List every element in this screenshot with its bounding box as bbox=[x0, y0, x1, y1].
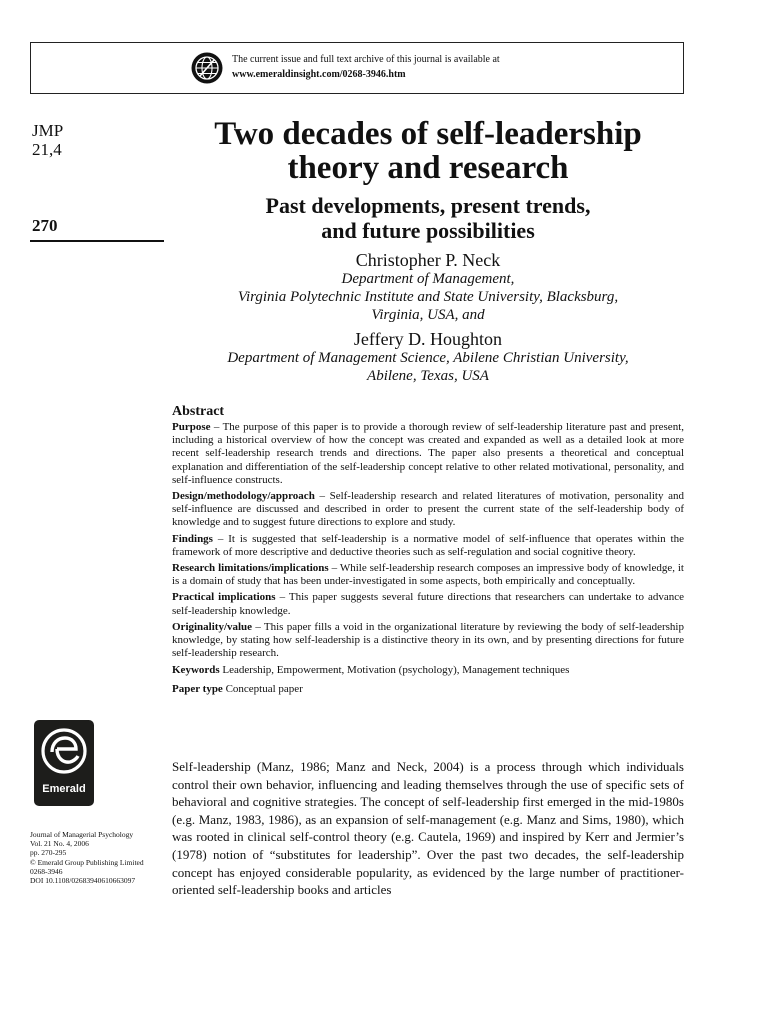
sidebar-divider bbox=[30, 240, 164, 242]
paper-type-text: Conceptual paper bbox=[222, 682, 303, 695]
journal-citation bbox=[30, 830, 144, 885]
emerald-e-logo-icon bbox=[41, 727, 87, 781]
purpose-label: Purpose bbox=[172, 421, 211, 433]
practical-text: – This paper suggests several future directions that researchers can undertake to advance self-leadership knowledge. bbox=[172, 591, 685, 617]
citation-line: Vol. 21 No. 4, 2006 bbox=[30, 839, 89, 849]
affiliation-line: Virginia Polytechnic Institute and State University, Blacksburg, bbox=[237, 289, 619, 305]
paper-type-label: Paper type bbox=[172, 682, 223, 695]
abstract-originality bbox=[172, 621, 684, 661]
abstract-findings bbox=[172, 533, 684, 559]
body-paragraph: Self-leadership (Manz, 1986; Manz and Neck, 2004) is a process through which individuals control their own behavior, influencing and leading themselves through the use of specific sets of behavioral and cognitive strategies. The concept of self-leadership first emerged in the mid-1980s (e.g. Manz, 1983, 1986), as an expansion of self-management (e.g. Manz and Sims, 1980), which was rooted in clinical self-control theory (e.g. Cautela, 1969) and inspired by Kerr and Jermier’s (1978) notion of “substitutes for leadership”. Over the past two decades, the self-leadership concept has enjoyed considerable popularity, as evidenced by the large number of practitioner-oriented self-leadership books and articles bbox=[172, 759, 684, 898]
abstract-practical-implications bbox=[172, 591, 684, 617]
affiliation-line: Abilene, Texas, USA bbox=[367, 368, 489, 384]
title-line-1: Two decades of self-leadership bbox=[214, 116, 642, 152]
citation-line: 0268-3946 bbox=[30, 866, 63, 876]
author-affiliation bbox=[172, 270, 684, 324]
findings-label: Findings bbox=[172, 532, 213, 545]
design-text: – Self-leadership research and related literatures of motivation, personality and self-influence are discussed and described in order to present the current state of the self-leadership body of knowledge and to suggest future directions to explore and study. bbox=[172, 490, 684, 529]
keywords-label: Keywords bbox=[172, 664, 220, 677]
subtitle-line-1: Past developments, present trends, bbox=[265, 193, 591, 218]
citation-doi: DOI 10.1108/02683940610663097 bbox=[30, 876, 136, 886]
originality-label: Originality/value bbox=[172, 620, 253, 633]
affiliation-line: Virginia, USA, and bbox=[371, 307, 485, 323]
article-title bbox=[172, 117, 684, 185]
practical-label: Practical implications bbox=[172, 591, 276, 604]
globe-icon bbox=[191, 52, 223, 84]
journal-volume-label bbox=[32, 121, 63, 159]
paper-type bbox=[172, 683, 684, 696]
banner-availability-text: The current issue and full text archive of this journal is available at bbox=[232, 54, 500, 65]
research-label: Research limitations/implications bbox=[172, 562, 329, 575]
citation-line: pp. 270-295 bbox=[30, 848, 67, 858]
page-number: 270 bbox=[32, 216, 58, 235]
abstract-research-limitations bbox=[172, 562, 684, 588]
availability-banner bbox=[30, 42, 684, 94]
abstract-design bbox=[172, 490, 684, 530]
citation-line: © Emerald Group Publishing Limited bbox=[30, 857, 144, 867]
volume-issue: 21,4 bbox=[32, 140, 62, 159]
affiliation-line: Department of Management, bbox=[341, 271, 515, 287]
purpose-text: – The purpose of this paper is to provide a thorough review of self-leadership literature past and present, including a historical overview of how the concept was created and expanded as well as a detailed look at more recent self-leadership research trends and directions. The paper also presents a theoretical and conceptual explanation and differentiation of the self-leadership concept relative to other related motivational, personality, and self-influence constructs. bbox=[172, 421, 684, 486]
findings-text: – It is suggested that self-leadership is a normative model of self-influence that operates within the framework of more descriptive and deductive theories such as self-regulation and social cognitive theory. bbox=[172, 532, 684, 558]
originality-text: – This paper fills a void in the organizational literature by reviewing the body of self-leadership knowledge, by stating how self-leadership is a distinctive theory in its own, and by presenting directions for future self-leadership research. bbox=[172, 620, 684, 660]
subtitle-line-2: and future possibilities bbox=[321, 218, 535, 243]
author-name: Christopher P. Neck bbox=[355, 250, 501, 270]
keywords-text: Leadership, Empowerment, Motivation (psychology), Management techniques bbox=[219, 664, 570, 677]
journal-abbreviation: JMP bbox=[32, 121, 64, 140]
citation-line: Journal of Managerial Psychology bbox=[30, 830, 134, 839]
affiliation-line: Department of Management Science, Abilene Christian University, bbox=[227, 350, 629, 366]
author-affiliation bbox=[172, 349, 684, 385]
design-label: Design/methodology/approach bbox=[172, 490, 315, 503]
keywords bbox=[172, 664, 684, 677]
emerald-logo bbox=[34, 720, 94, 806]
abstract-purpose bbox=[172, 421, 684, 487]
abstract-heading: Abstract bbox=[172, 404, 225, 419]
research-text: – While self-leadership research composes an impressive body of knowledge, it is a domain of study that has been under-investigated in some aspects, both empirically and conceptually. bbox=[172, 562, 684, 588]
abstract-section bbox=[172, 403, 684, 699]
author-name: Jeffery D. Houghton bbox=[353, 329, 503, 349]
logo-wordmark: Emerald bbox=[42, 783, 86, 795]
journal-url-link[interactable]: www.emeraldinsight.com/0268-3946.htm bbox=[232, 69, 406, 80]
title-line-2: theory and research bbox=[287, 150, 569, 186]
article-subtitle bbox=[172, 193, 684, 243]
